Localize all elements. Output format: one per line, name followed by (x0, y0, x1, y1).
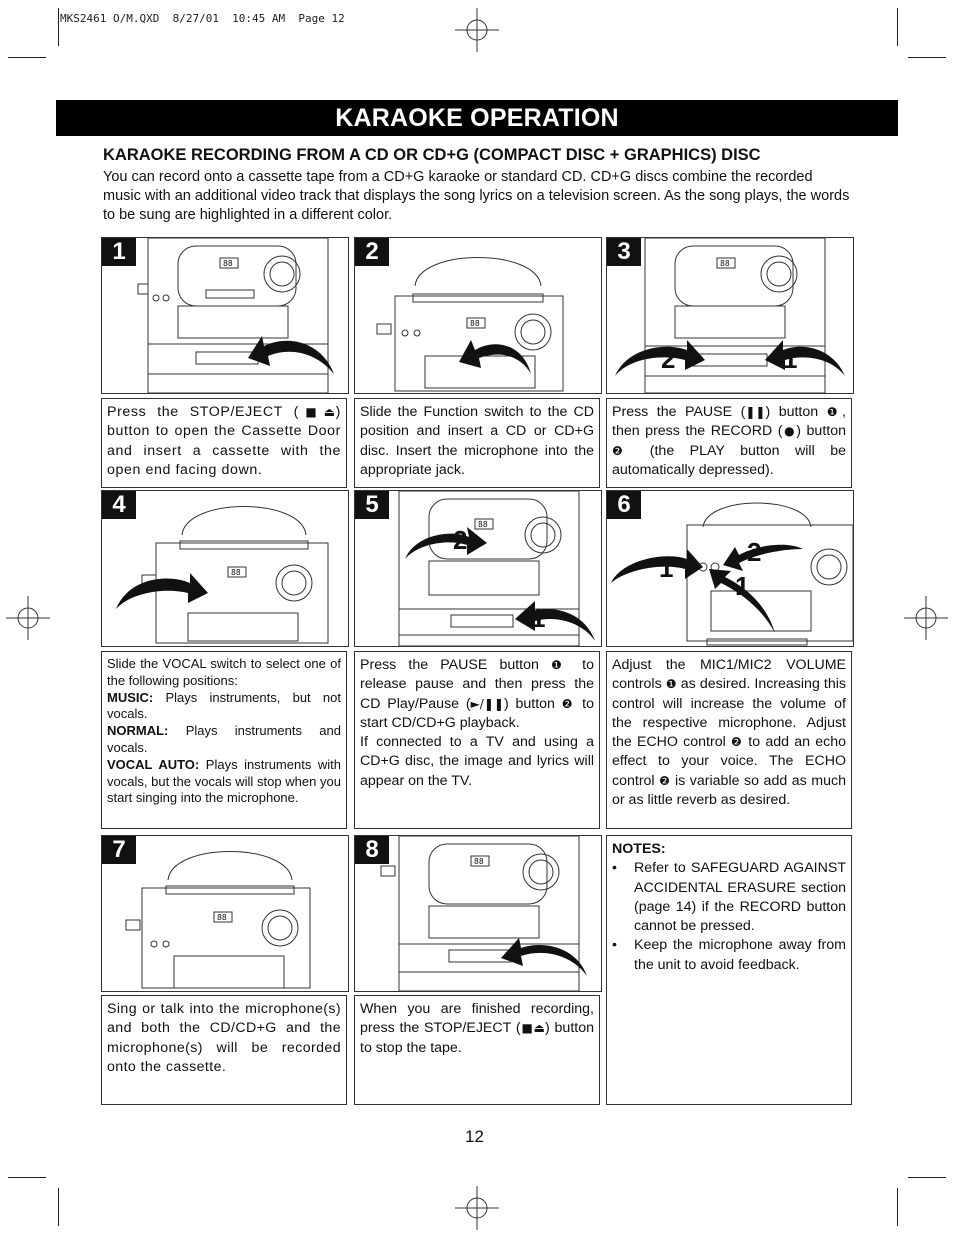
step-1-instructions (101, 398, 347, 488)
note-item (612, 859, 846, 936)
crop-mark (908, 1177, 946, 1178)
note-2-text: Keep the microphone away from the unit to avoid feedback. (634, 937, 846, 973)
bullet-icon: • (612, 937, 617, 954)
registration-mark (455, 8, 499, 52)
step-3-text-a: Press the PAUSE ( (612, 404, 746, 420)
normal-label: NORMAL: (107, 723, 169, 739)
note-1-text: Refer to SAFEGUARD AGAINST ACCIDENTAL ERASURE section (page 14) if the RECORD button cannot be pressed. (634, 860, 846, 935)
crop-mark (58, 1188, 59, 1226)
step-5-text-e: If connected to a TV and using a CD+G disc, the image and lyrics will appear on the TV. (360, 734, 594, 789)
display-readout: 88 (478, 520, 488, 529)
step-5-text-d: to start CD/CD+G playback. (360, 695, 594, 731)
registration-mark (6, 596, 50, 640)
step-3-text-e: (the PLAY button will be automatically depressed). (612, 442, 846, 478)
step-4-instructions (101, 651, 347, 829)
circled-two-icon: ❷ (659, 773, 671, 788)
step-5-text-b: to release pause and then press the CD Play/Pause ( (360, 657, 594, 712)
callout-1: 1 (659, 553, 674, 583)
page-banner: KARAOKE OPERATION (56, 100, 898, 136)
stop-eject-icon: ■⏏ (520, 1021, 545, 1036)
display-readout: 88 (217, 913, 227, 922)
crop-mark (58, 8, 59, 46)
circled-two-icon: ❷ (612, 443, 635, 458)
step-7-text: Sing or talk into the microphone(s) and both the CD/CD+G and the microphone(s) will be recorded onto the cassette. (107, 1001, 341, 1075)
bullet-icon: • (612, 860, 617, 877)
step-7-instructions (101, 995, 347, 1105)
callout-2: 2 (453, 525, 468, 555)
step-8-text-b: ) button to stop the tape. (360, 1020, 594, 1056)
crop-mark (908, 57, 946, 58)
step-4-illustration (101, 490, 349, 647)
intro-paragraph: You can record onto a cassette tape from a CD+G karaoke or standard CD. CD+G discs combine the recorded music with an additional video track that displays the song lyrics on a television screen. As the song plays, the words to be sung are highlighted in a different color. (103, 169, 850, 223)
step-7-illustration (101, 835, 349, 992)
step-2-illustration (354, 237, 602, 394)
section-title: KARAOKE RECORDING FROM A CD OR CD+G (COMPACT DISC + GRAPHICS) DISC (103, 146, 761, 164)
note-item (612, 936, 846, 975)
crop-mark (8, 1177, 46, 1178)
vocal-auto-label: VOCAL AUTO: (107, 756, 200, 772)
notes-title: NOTES: (612, 841, 666, 857)
step-8-text-a: When you are finished recording, press the STOP/EJECT ( (360, 1001, 594, 1037)
step-number: 1 (102, 238, 136, 266)
display-readout: 88 (470, 319, 480, 328)
callout-2: 2 (661, 344, 676, 374)
callout-1: 1 (531, 603, 546, 633)
step-5-illustration (354, 490, 602, 647)
step-5-text-a: Press the PAUSE button (360, 657, 552, 673)
step-6-instructions (606, 651, 852, 829)
page-number: 12 (465, 1127, 484, 1146)
step-3-text-d: ) button (796, 423, 846, 440)
callout-1: 1 (783, 344, 798, 374)
step-number: 8 (355, 836, 389, 864)
record-icon: ● (782, 424, 797, 439)
step-6-text-d: is variable so add as much or as little reverb as desired. (612, 772, 846, 809)
circled-one-icon: ❶ (551, 658, 571, 672)
step-2-instructions (354, 398, 600, 488)
step-3-illustration (606, 237, 854, 394)
crop-mark (897, 8, 898, 46)
display-readout: 88 (474, 857, 484, 866)
music-text: Plays instruments, but not vocals. (107, 689, 341, 722)
step-number: 2 (355, 238, 389, 266)
device-drawing (102, 491, 348, 646)
step-1-text-a: Press the STOP/EJECT ( (107, 404, 299, 420)
step-4-intro: Slide the VOCAL switch to select one of the following positions: (107, 656, 341, 688)
display-readout: 88 (223, 259, 233, 268)
device-drawing (607, 238, 853, 393)
circled-one-icon: ❶ (826, 405, 843, 419)
device-drawing (607, 491, 853, 646)
normal-text: Plays instruments and vocals. (107, 723, 341, 755)
display-readout: 88 (231, 568, 241, 577)
music-label: MUSIC: (107, 689, 154, 705)
step-8-illustration (354, 835, 602, 992)
circled-one-icon: ❶ (665, 677, 677, 692)
device-drawing (355, 238, 601, 393)
circled-two-icon: ❷ (561, 696, 576, 711)
step-3-instructions (606, 398, 852, 488)
callout-1: 1 (735, 571, 750, 601)
notes-box (606, 835, 852, 1105)
step-number: 5 (355, 491, 389, 519)
callout-2: 2 (747, 537, 762, 567)
step-5-instructions (354, 651, 600, 829)
step-number: 6 (607, 491, 641, 519)
vocal-auto-text: Plays instruments with vocals, but the vocals will stop when you start singing into the microphone. (107, 756, 341, 806)
step-8-instructions (354, 995, 600, 1105)
registration-mark (904, 596, 948, 640)
pause-icon: ❚❚ (745, 405, 766, 419)
step-1-illustration (101, 237, 349, 394)
step-2-text: Slide the Function switch to the CD position and insert a CD or CD+G disc. Insert the microphone into the appropriate jack. (360, 404, 594, 478)
step-6-illustration (606, 490, 854, 647)
step-6-text-c: to add an echo effect to your voice. The ECHO control (612, 734, 846, 789)
crop-mark (8, 57, 46, 58)
step-6-text-a: Adjust the MIC1/MIC2 VOLUME controls (612, 657, 846, 693)
step-1-text-b: ) button to open the Cassette Door and insert a cassette with the open end facing down. (107, 404, 341, 478)
step-3-text-b: ) button (765, 404, 827, 420)
display-readout: 88 (720, 259, 730, 268)
registration-mark (455, 1186, 499, 1230)
step-number: 7 (102, 836, 136, 864)
device-drawing (355, 491, 601, 646)
step-6-text-b: as desired. Increasing this control will increase the volume of the respective microphone. Adjust the ECHO control (612, 676, 846, 751)
step-number: 3 (607, 238, 641, 266)
crop-mark (897, 1188, 898, 1226)
play-pause-icon: ►/❚❚ (470, 696, 504, 711)
step-number: 4 (102, 491, 136, 519)
printer-slug: MKS2461 O/M.QXD 8/27/01 10:45 AM Page 12 (60, 12, 345, 25)
step-5-text-c: ) button (503, 695, 562, 712)
stop-eject-icon: ■⏏ (298, 405, 336, 419)
step-3-text-c: , then press the RECORD ( (612, 404, 846, 440)
circled-two-icon: ❷ (730, 735, 744, 750)
